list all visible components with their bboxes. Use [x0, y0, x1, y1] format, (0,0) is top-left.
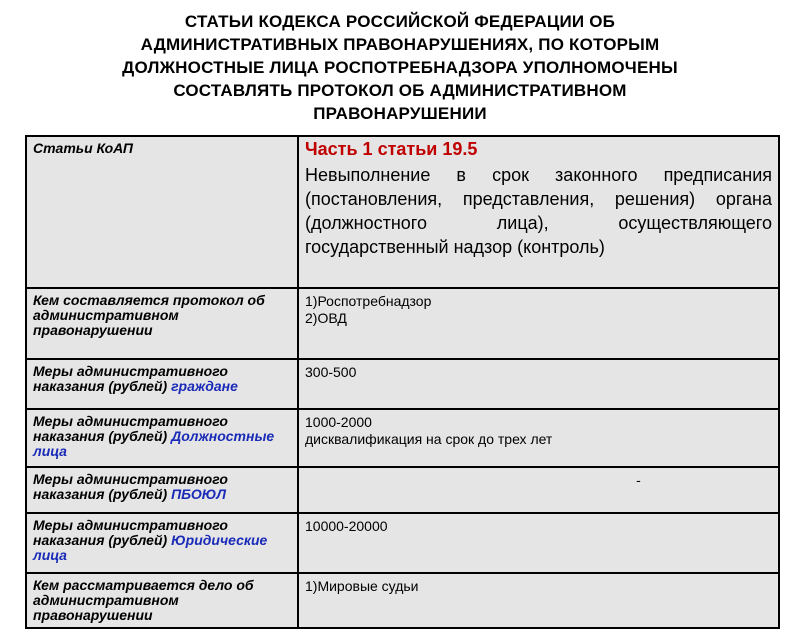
title-line: ПРАВОНАРУШЕНИИ — [313, 104, 487, 123]
row-value: 300-500 — [298, 359, 779, 409]
row-label: Кем составляется протокол об административном правонарушении — [26, 288, 298, 359]
row-label: Меры административного наказания (рублей) ПБОЮЛ — [26, 467, 298, 513]
table-row — [26, 359, 779, 409]
title-line: СТАТЬИ КОДЕКСА РОССИЙСКОЙ ФЕДЕРАЦИИ ОБ — [184, 12, 616, 31]
row-label: Меры административного наказания (рублей) Должностные лица — [26, 409, 298, 467]
row-label: Меры административного наказания (рублей) Юридические лица — [26, 513, 298, 573]
label-highlight: Должностные лица — [33, 428, 275, 459]
table-row — [26, 513, 779, 573]
table-row — [26, 288, 779, 359]
row-value: 1000-2000 дисквалификация на срок до трех лет — [298, 409, 779, 467]
title-line: АДМИНИСТРАТИВНЫХ ПРАВОНАРУШЕНИЯХ, ПО КОТОРЫМ — [140, 35, 660, 54]
label-highlight: Юридические лица — [33, 532, 268, 563]
table-row — [26, 409, 779, 467]
row-label: Статьи КоАП — [26, 136, 298, 288]
row-value: 1)Мировые судьи — [298, 573, 779, 628]
article-description: Невыполнение в срок законного предписания (постановления, представления, решения) органа (должностного лица), осуществляющего государственный надзор (контроль) — [305, 165, 772, 257]
row-label: Кем рассматривается дело об административном правонарушении — [26, 573, 298, 628]
row-label: Меры административного наказания (рублей) граждане — [26, 359, 298, 409]
label-highlight: ПБОЮЛ — [171, 486, 226, 502]
article-heading: Часть 1 статьи 19.5 — [305, 139, 478, 159]
row-value: 1)Роспотребнадзор 2)ОВД — [298, 288, 779, 359]
table-row — [26, 467, 779, 513]
title-line: СОСТАВЛЯТЬ ПРОТОКОЛ ОБ АДМИНИСТРАТИВНОМ — [173, 81, 627, 100]
koap-table — [25, 135, 780, 629]
label-highlight: граждане — [171, 378, 238, 394]
row-value: 10000-20000 — [298, 513, 779, 573]
table-row — [26, 573, 779, 628]
row-value — [298, 136, 779, 288]
table-row — [26, 136, 779, 288]
title-line: ДОЛЖНОСТНЫЕ ЛИЦА РОСПОТРЕБНАДЗОРА УПОЛНОМОЧЕНЫ — [122, 58, 678, 77]
row-value: - — [298, 467, 779, 513]
page-title — [40, 10, 760, 125]
